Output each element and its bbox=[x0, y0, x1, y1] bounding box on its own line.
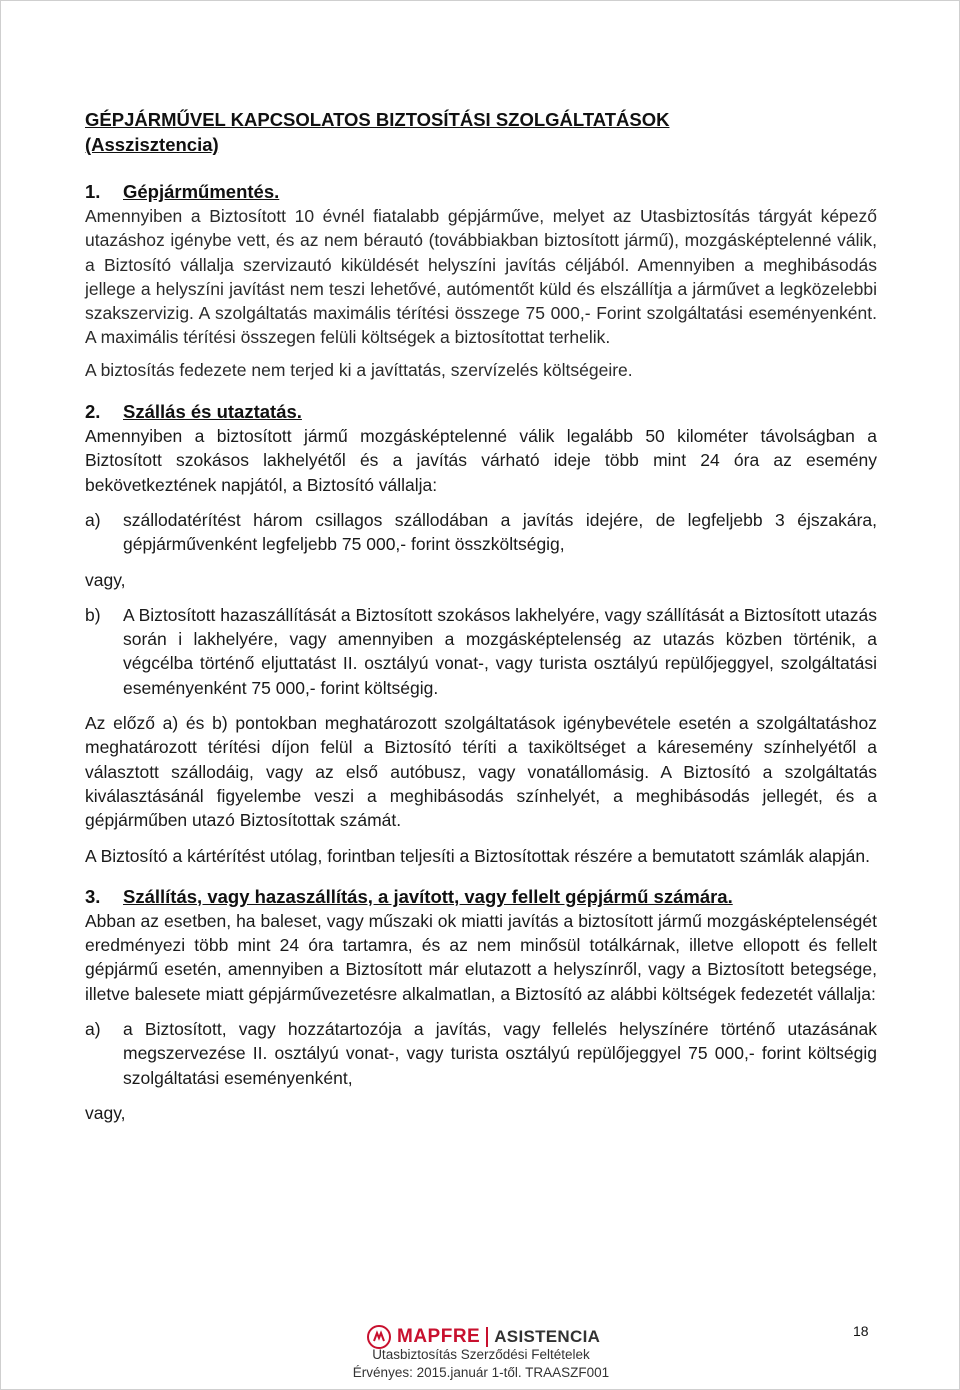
footer-validity: Érvényes: 2015.január 1-től. TRAASZF001 bbox=[352, 1365, 610, 1380]
section3-item-a bbox=[85, 1017, 877, 1090]
section1-coverage-note: A biztosítás fedezete nem terjed ki a javíttatás, szervízelés költségeire. bbox=[85, 359, 633, 380]
section2-taxi-paragraph: Az előző a) és b) pontokban meghatározott szolgáltatások igénybevétele esetén a szolgáltatáshoz meghatározott térítési díjon felül a Biztosító téríti a taxiköltséget a káresemény színhelyétől a választott szállodáig, vagy az első autóbusz, vagy vonatállomásig. A Biztosító a szolgáltatás kiválasztásánál figyelembe veszi a meghibásodás színhelyét, a meghibásodás jellegét, és a gépjárműben utazó Biztosítottak számát. bbox=[85, 713, 877, 831]
mapfre-emblem-mark-icon bbox=[372, 1330, 386, 1344]
section1-number: 1. bbox=[85, 181, 101, 202]
document-subtitle: (Asszisztencia) bbox=[85, 134, 219, 155]
section2-number: 2. bbox=[85, 401, 101, 423]
footer-document-name: Utasbiztosítás Szerződési Feltételek bbox=[372, 1347, 590, 1362]
section2-item-b-label: b) bbox=[85, 604, 101, 625]
section1-paragraph: Amennyiben a Biztosított 10 évnél fiatalabb gépjárműve, melyet az Utasbiztosítás tárgyát képező utazáshoz igénybe vett, és az nem bérautó (továbbiakban biztosított jármű), mozgásképtelenné válik, a Biztosító vállalja szervizautó kiküldését helyszíni javítás céljából. Amennyiben a meghibásodás jellege a helyszíni javítást nem teszi lehetővé, autómentőt küld és elszállítja a járművet a legközelebbi szakszervizig. A szolgáltatás maximális térítési összege 75 000,- Forint szolgáltatási eseményenként. A maximális térítési összegen felüli költségek a biztosítottat terhelik. bbox=[85, 206, 877, 348]
section2-item-b bbox=[85, 603, 877, 700]
section2-heading bbox=[85, 400, 877, 424]
brand-mapfre: MAPFRE bbox=[397, 1326, 481, 1347]
section2-item-b-text: A Biztosított hazaszállítását a Biztosított szokásos lakhelyére, vagy szállítását a Biztosított utazás során i lakhelyére, vagy amennyiben a mozgásképtelenség az utazás közben történik, a végcélba történő eljuttatást II. osztályú vonat-, vagy turista osztályú repülőjeggyel, szolgáltatási eseményenként 75 000,- forint költségig. bbox=[123, 604, 877, 698]
section2-or: vagy, bbox=[85, 569, 126, 590]
section3-intro: Abban az esetben, ha baleset, vagy műszaki ok miatti javítás a biztosított jármű mozgásképtelenségét eredményezi több mint 24 óra tartamra, és az nem minősül totálkárnak, illetve ellopott és fellelt gépjármű esetén, amennyiben a Biztosított már elutazott a helyszínről, vagy a Biztosított betegsége, illetve balesete miatt gépjárművezetésre alkalmatlan, a Biztosító az alábbi költségek fedezetét vállalja: bbox=[85, 910, 877, 1004]
section2-payment-paragraph: A Biztosító a kártérítést utólag, forintban teljesíti a Biztosítottak részére a bemutatott számlák alapján. bbox=[85, 845, 870, 866]
section1-title: Gépjárműmentés. bbox=[123, 181, 280, 202]
section3-number: 3. bbox=[85, 885, 101, 907]
section3-or: vagy, bbox=[85, 1102, 126, 1123]
section3-item-a-text: a Biztosított, vagy hozzátartozója a javítás, vagy fellelés helyszínére történő utazásának megszervezése II. osztályú vonat-, vagy turista osztályú repülőjeggyel 75 000,- forint költségig szolgáltatási eseményenként, bbox=[123, 1019, 877, 1088]
section2-item-a bbox=[85, 508, 877, 557]
section3-item-a-label: a) bbox=[85, 1019, 101, 1040]
section3-title: Szállítás, vagy hazaszállítás, a javított, vagy fellelt gépjármű számára. bbox=[123, 885, 733, 907]
section1-heading bbox=[85, 180, 877, 204]
mapfre-emblem-icon bbox=[367, 1325, 391, 1349]
section2-intro: Amennyiben a biztosított jármű mozgásképtelenné válik legalább 50 kilométer távolságban a Biztosított szokásos lakhelyétől és a javítás várható ideje több mint 24 óra az esemény bekövetkeztének napjától, a Biztosító vállalja: bbox=[85, 426, 877, 495]
section2-title: Szállás és utaztatás. bbox=[123, 401, 302, 423]
page-number: 18 bbox=[853, 1323, 869, 1339]
document-title: GÉPJÁRMŰVEL KAPCSOLATOS BIZTOSÍTÁSI SZOLGÁLTATÁSOK bbox=[85, 109, 670, 130]
section3-heading bbox=[85, 885, 877, 909]
document-body bbox=[85, 107, 877, 1125]
section2-item-a-text: szállodatérítést három csillagos szállodában a javítás idejére, de legfeljebb 3 éjszakára, gépjárművenként legfeljebb 75 000,- forint összköltségig, bbox=[123, 509, 877, 555]
brand-asistencia: ASISTENCIA bbox=[494, 1327, 601, 1346]
brand-separator bbox=[486, 1327, 488, 1347]
section2-item-a-label: a) bbox=[85, 509, 101, 530]
